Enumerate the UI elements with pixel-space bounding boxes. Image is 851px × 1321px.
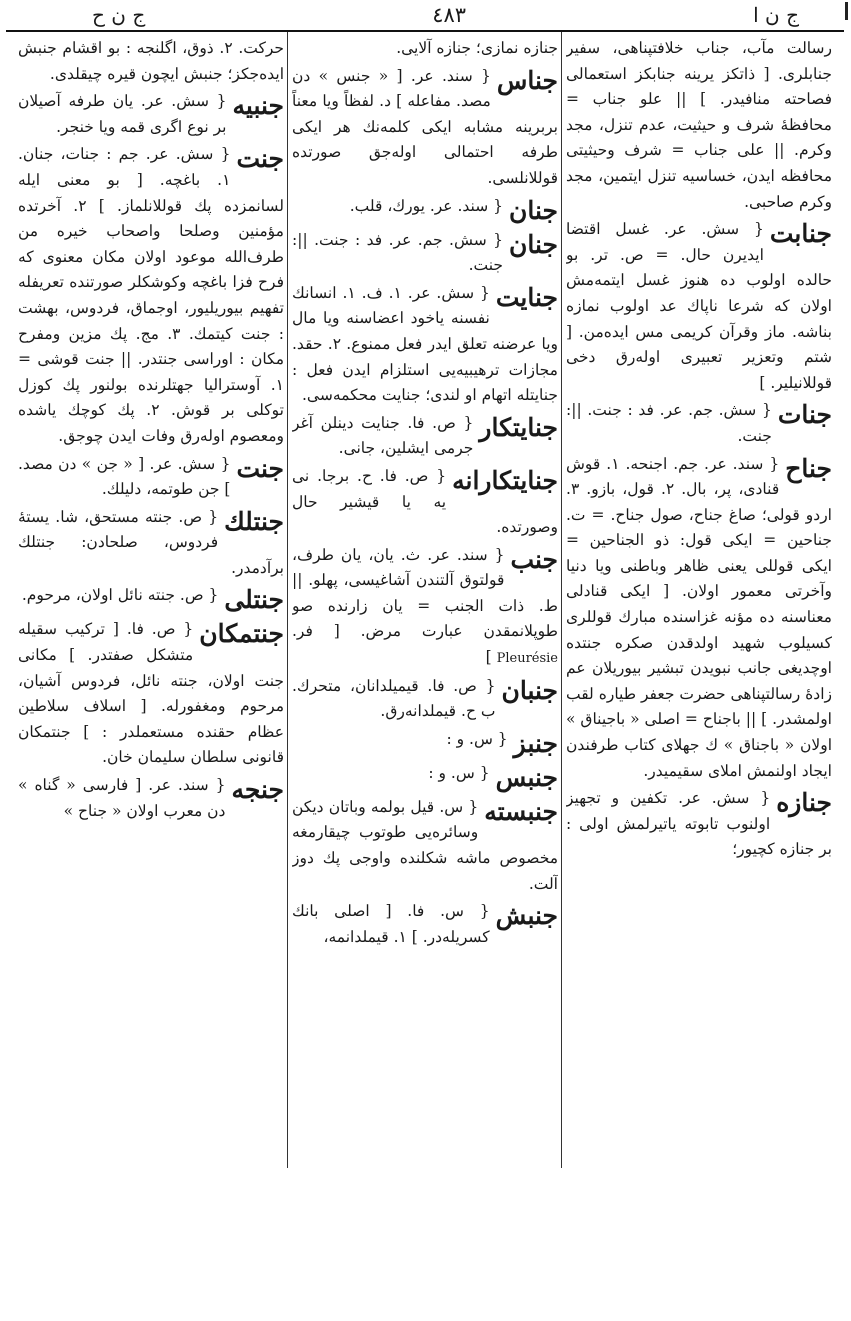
- entry-text: رسالت مآب، جناب خلافتپناهی، سفیر جنابلری. [ ذاتکز یرینه جنابکز استعمالی فصاحته منافیدر. ] || علو جناب = محافظهٔ شرف و حیثیت، عدم تنزل، مجد وکرم. || علی جناب = شرف وحیثیتی محافظه ایدن، خساسیه تنزل ایتمین، مجد وکرم صاحبی.: [566, 39, 832, 211]
- page-header: [0, 0, 851, 30]
- dictionary-entry: [18, 617, 284, 771]
- dictionary-entry: [18, 89, 284, 140]
- left-running-head: ج ن ح: [92, 3, 146, 27]
- entry-text: { ص. جنته مستحق، شا. یستهٔ فردوس، صلحادن: جنتلك برآدمدر.: [18, 507, 284, 577]
- column-left: [18, 36, 284, 1170]
- headword: جنایت: [495, 282, 558, 312]
- dictionary-entry: [18, 452, 284, 503]
- entry-text: { س. فا. [ اصلی بانك کسریله‌در. ] ۱. قیملدانمه،: [292, 902, 490, 946]
- headword: جنبش: [495, 901, 558, 931]
- entry-text: { ص. فا. جنایت دینلن آغر جرمی ایشلین، جانی.: [292, 413, 474, 458]
- headword: جنبز: [513, 728, 558, 758]
- dictionary-entry: [566, 398, 832, 449]
- dictionary-entry: [566, 452, 832, 785]
- dictionary-entry: [292, 727, 558, 759]
- column-right: [566, 36, 832, 1170]
- entry-text: حرکت. ۲. ذوق، اگلنجه : بو اقشام جنبش ایده‌جکز؛ جنبش ایچون قیره چیقلدی.: [18, 39, 284, 83]
- dictionary-entry: [292, 674, 558, 725]
- entry-text: { س. قیل بولمه وباتان دیکن وسائره‌یی طوتوب چیقارمغه مخصوص ماشه شکلنده واوجی پك دوز آلت.: [292, 797, 558, 893]
- dictionary-entry: [292, 194, 558, 226]
- dictionary-entry: [292, 761, 558, 793]
- entry-text: { سش. عر. ۱. ف. ۱. انسانك نفسنه یاخود اعضاسنه ویا مال ویا عرضنه تعلق ایدر فعل ممنوع. ۲. حقد. مجازات ترهیبیه‌یی استلزام ایدن فعل : جنایتله اتهام او لندی؛ جنایت محکمه‌سی.: [292, 283, 558, 405]
- entry-text: جنازه نمازی؛ جنازه آلایی.: [396, 39, 558, 57]
- headword: جنتلی: [224, 585, 284, 615]
- headword: جنتلك: [224, 506, 284, 536]
- dictionary-entry: [18, 505, 284, 582]
- dictionary-entry: [566, 217, 832, 396]
- headword: جنجه: [231, 775, 284, 805]
- dictionary-entry: [292, 543, 558, 672]
- headword: جنت: [236, 144, 284, 174]
- headword: جنازه: [776, 788, 832, 818]
- headword: جنب: [510, 544, 558, 574]
- dictionary-entry: [18, 583, 284, 615]
- entry-text: { ص. فا. قیمیلدانان، متحرك. ب ح. قیملدانه‌رق.: [292, 676, 496, 721]
- headword: جنبس: [495, 762, 558, 792]
- dictionary-entry: [292, 411, 558, 462]
- dictionary-entry: [292, 36, 558, 62]
- column-divider-left: [287, 32, 288, 1168]
- french-term: Pleurésie: [496, 651, 558, 667]
- dictionary-entry: [292, 281, 558, 409]
- headword: جنبیه: [232, 91, 284, 121]
- dictionary-entry: [292, 464, 558, 541]
- entry-text: { سش. عر. تکفین و تجهیز اولنوب تابوته یاتیرلمش اولی : بر جنازه کچیور؛: [566, 789, 832, 859]
- entry-text: { ص. فا. ح. برجا. نی یه یا قیشیر حال وصورتده.: [292, 466, 558, 537]
- entry-text-tail: ]: [485, 648, 492, 667]
- headword: جنبسته: [484, 796, 558, 826]
- headword: جنایتکار: [479, 412, 558, 442]
- entry-text: { سند. عر. یورك، قلب.: [349, 196, 504, 215]
- dictionary-entry: [292, 228, 558, 279]
- headword: جنان: [509, 195, 558, 225]
- entry-text: { س. و :: [428, 763, 490, 782]
- headword: جنایتکارانه: [452, 465, 558, 495]
- dictionary-entry: [292, 64, 558, 192]
- headword: جنت: [236, 453, 284, 483]
- entry-text: { سش. عر. غسل اقتضا ایدیرن حال. = ص. تر. بو حالده اولوب ده هنوز غسل ایتمه‌مش اولان که شرعا ناپاك عد اولوب نمازه بناشه. ماز وقرآن کریمی مس ایده‌من. [ شتم وتعزیر تعبیری اوله‌رق دخی قوللانیلیر. ]: [566, 220, 832, 392]
- entry-text: { سش. عر. [ « جن » دن مصد. ] جن طوتمه، دلیلك.: [18, 454, 231, 499]
- headword: جنتمکان: [199, 619, 284, 649]
- headword: جناس: [496, 65, 558, 95]
- right-running-head: ج ن ا: [753, 3, 799, 27]
- entry-text: { س. و :: [446, 729, 508, 748]
- column-divider-right: [561, 32, 562, 1168]
- dictionary-entry: [18, 36, 284, 87]
- dictionary-entry: [18, 773, 284, 824]
- entry-text-main: { سند. عر. ث. یان، یان طرف، قولتوق آلتندن آشاغیسی، پهلو. || ط. ذات الجنب = یان زارنده صو طوپلانمقدن عبارت مرض. [ فر.: [292, 545, 558, 641]
- entry-text: { سند. عر. [ « جنس » دن مصد. مفاعله ] د. لفظاً ویا معناً بربرینه مشابه ایکی کلمه‌نك هر ایکی طرفه احتمالی اوله‌جق صورتده قوللانلسی.: [292, 66, 558, 187]
- dictionary-entry: [566, 786, 832, 863]
- dictionary-entry: [292, 899, 558, 950]
- entry-text: { سند. عر. [ فارسی « گناه » دن معرب اولان « جناح »: [18, 776, 226, 820]
- dictionary-entry: [292, 795, 558, 897]
- dictionary-entry: [566, 36, 832, 215]
- dictionary-entry: [18, 142, 284, 449]
- page-number: ٤٨٣: [432, 3, 467, 27]
- headword: جنابت: [769, 219, 832, 249]
- header-rule: [6, 30, 844, 32]
- headword: جنات: [777, 400, 832, 430]
- entry-text: { ص. فا. [ ترکیب سقیله متشکل صفتدر. ] مکانی جنت اولان، جنته نائل، فردوس آشیان، مرحوم ومغفورله. [ اسلاف سلاطین عظام حقنده مستعملدر : ] جنتمکان قانونی سلطان سلیمان خان.: [18, 620, 284, 767]
- entry-text: { سش. جم. عر. فد : جنت. ||: جنت.: [566, 401, 772, 445]
- entry-text: { ص. جنته نائل اولان، مرحوم.: [21, 586, 219, 605]
- headword: جنبان: [501, 675, 558, 705]
- column-middle: [292, 36, 558, 1170]
- headword: جنان: [509, 229, 558, 259]
- headword: جناح: [785, 453, 832, 483]
- entry-text: { سش. عر. یان طرفه آصیلان بر نوع اگری قمه ویا خنجر.: [18, 92, 227, 136]
- entry-text: { سش. عر. جم : جنات، جنان. ۱. باغچه. [ بو معنی ایله لسانمزده پك قوللانلماز. ] ۲. آخرتده مؤمنین وصلحا واصحاب خیره من طرف‌الله موعود اولان مکان معنوی که فرح فزا باغچه وکوشکلر صورتنده تعریفله تفهیم بیوریلیور، اوجماق، فردوس، بهشت : جنت کیتمك. ٣. مج. پك مزین ومفرح مکان : اوراسی جنتدر. || جنت قوشی = ۱. آوستراليا جهتلرنده بولنور پك کوزل توکلی بر قوش. ۲. پك کوچك یاشده ومعصوم اوله‌رق وفات ایدن چوجق.: [18, 145, 284, 445]
- entry-text: { سش. جم. عر. فد : جنت. ||: جنت.: [292, 230, 504, 275]
- entry-text: { سند. عر. جم. اجنحه. ۱. قوش قنادی، پر، بال. ۲. قول، بازو. ۳. اردو قولی؛ صاغ جناح، صول جناح. = ت. جناحین = ایکی قول: ذو الجناحین = ایکی قوللی یعنی ظاهر وباطنی ویا دنیا وآخرتی معمور اولان. [ ایکی قنادلی معناسنه ده مؤنه غزاسنده مبارك قوللری کسیلوب شهید اولدقدن صکره جنتده اوچدیغی جانب نبویدن تبشیر بیوریلان عم زادهٔ رسالتپناهی حضرت جعفر طیاره لقب اولمشدر. ] || باجناح = اصلی « باجیناق » اولان « باجناق » ك جهلای کتاب طرفندن ایجاد اولنمش املای سقیمیدر.: [566, 454, 832, 780]
